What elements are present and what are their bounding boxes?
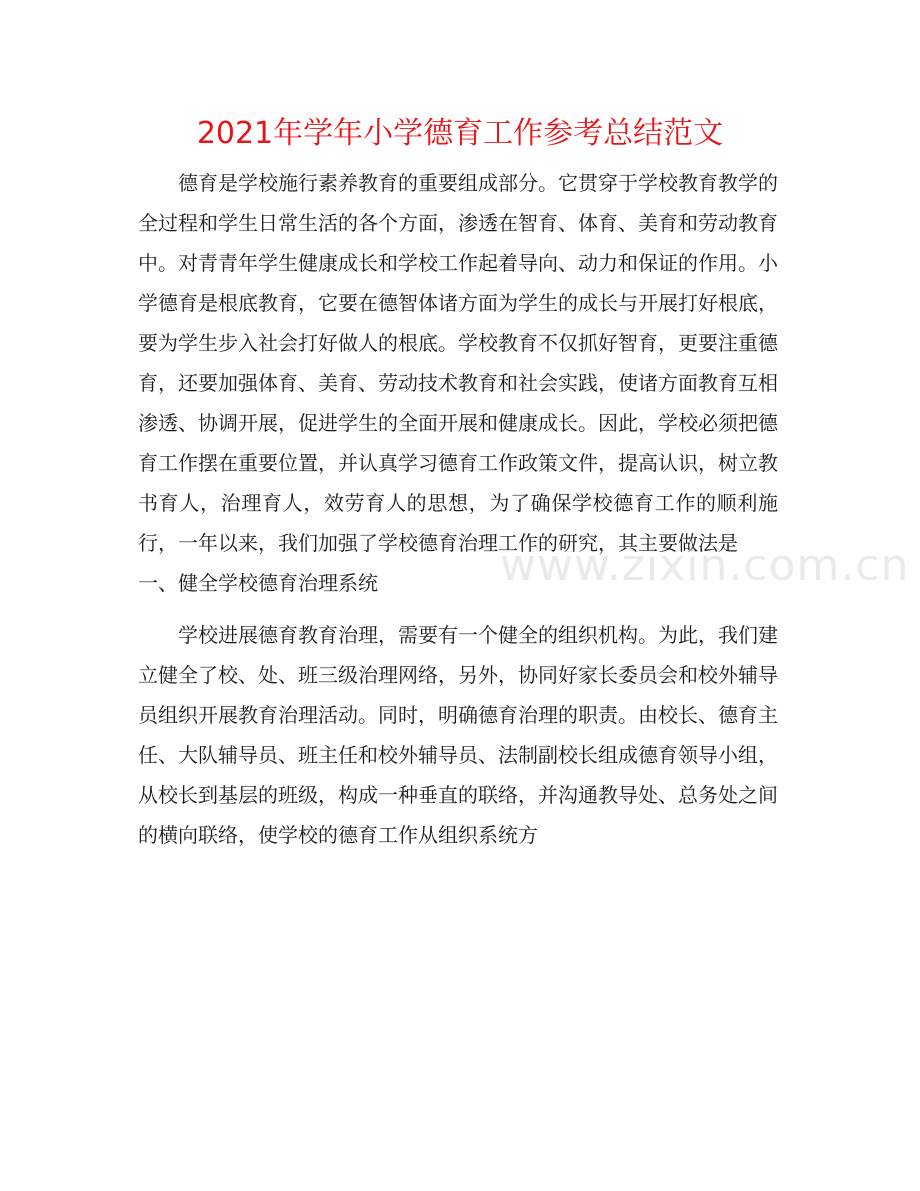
paragraph-1-text: 德育是学校施行素养教育的重要组成部分。它贯穿于学校教育教学的全过程和学生日常生活的各个方面，渗透在智育、体育、美育和劳动教育中。对青青年学生健康成长和学校工作起着导向、动力和保证的作用。小学德育是根底教育，它要在德智体诸方面为学生的成长与开展打好根底，要为学生步入社会打好做人的根底。学校教育不仅抓好智育，更要注重德育，还要加强体育、美育、劳动技术教育和社会实践，使诸方面教育互相渗透、协调开展，促进学生的全面开展和健康成长。因此，学校必须把德育工作摆在重要位置，并认真学习德育工作政策文件，提高认识，树立教书育人，治理育人，效劳育人的思想，为了确保学校德育工作的顺利施行，一年以来，我们加强了学校德育治理工作的研究，其主要做法是 — [138, 171, 778, 555]
document-body — [138, 163, 778, 867]
section-heading-1: 一、健全学校德育治理系统 — [138, 571, 378, 595]
paragraph-1 — [138, 163, 778, 603]
watermark: www.zixin.com.cn — [500, 540, 910, 591]
document-title: 2021年学年小学德育工作参考总结范文 — [196, 116, 724, 151]
paragraph-2: 学校进展德育教育治理，需要有一个健全的组织机构。为此，我们建立健全了校、处、班三级治理网络，另外，协同好家长委员会和校外辅导员组织开展教育治理活动。同时，明确德育治理的职责。由校长、德育主任、大队辅导员、班主任和校外辅导员、法制副校长组成德育领导小组，从校长到基层的班级，构成一种垂直的联络，并沟通教导处、总务处之间的横向联络，使学校的德育工作从组织系统方 — [138, 623, 778, 847]
